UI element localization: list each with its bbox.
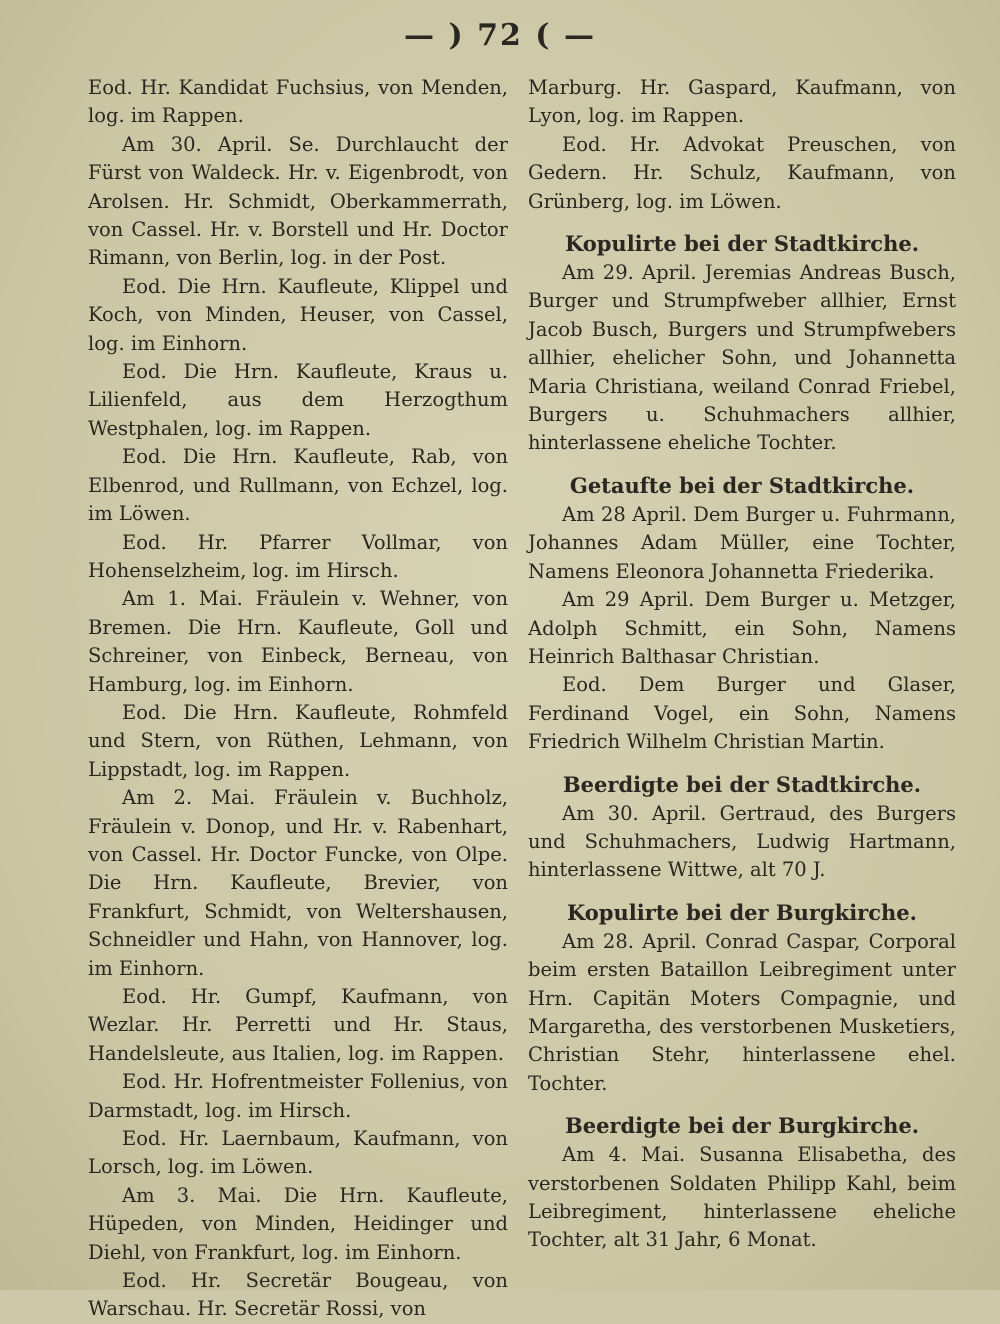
register-entry: Am 30. April. Gertraud, des Burgers und Schuhmachers, Ludwig Hartmann, hinterlassene Wittwe, alt 70 J. (528, 801, 956, 882)
register-entry: Eod. Dem Burger und Glaser, Ferdinand Vogel, ein Sohn, Namens Friedrich Wilhelm Christian Martin. (528, 673, 956, 754)
arrivals-entry: Eod. Hr. Advokat Preuschen, von Gedern. Hr. Schulz, Kaufmann, von Grünberg, log. im Löwen. (528, 132, 956, 213)
arrivals-entry: Eod. Die Hrn. Kaufleute, Klippel und Koch, von Minden, Heuser, von Cassel, log. im Einhorn. (88, 274, 508, 355)
arrivals-entry: Eod. Die Hrn. Kaufleute, Rab, von Elbenrod, und Rullmann, von Echzel, log. im Löwen. (88, 445, 508, 526)
left-column (88, 74, 508, 1324)
arrivals-entry: Eod. Hr. Kandidat Fuchsius, von Menden, log. im Rappen. (88, 76, 508, 128)
arrivals-entry: Eod. Hr. Secretär Bougeau, von Warschau. Hr. Secretär Rossi, von (88, 1269, 508, 1321)
register-entry: Am 4. Mai. Susanna Elisabetha, des verstorbenen Soldaten Philipp Kahl, beim Leibregiment, hinterlassene eheliche Tochter, alt 31 Jahr, 6 Monat. (528, 1143, 956, 1252)
register-entry: Am 29. April. Jeremias Andreas Busch, Burger und Strumpfweber allhier, Ernst Jacob Busch, Burgers und Strumpfwebers allhier, ehelicher Sohn, und Johannetta Maria Christiana, weiland Conrad Friebel, Burgers u. Schuhmachers allhier, hinterlassene eheliche Tochter. (528, 261, 956, 455)
arrivals-entry: Eod. Hr. Hofrentmeister Follenius, von Darmstadt, log. im Hirsch. (88, 1070, 508, 1122)
arrivals-continuation: Marburg. Hr. Gaspard, Kaufmann, von Lyon, log. im Rappen. (528, 76, 956, 128)
right-column (528, 74, 956, 1255)
section-heading: Beerdigte bei der Burgkirche. (564, 1113, 920, 1139)
arrivals-entry: Am 1. Mai. Fräulein v. Wehner, von Bremen. Die Hrn. Kaufleute, Goll und Schreiner, von Einbeck, Berneau, von Hamburg, log. im Einhorn. (88, 587, 508, 696)
register-entry: Am 29 April. Dem Burger u. Metzger, Adolph Schmitt, ein Sohn, Namens Heinrich Balthasar Christian. (528, 588, 956, 668)
section-heading: Getaufte bei der Stadtkirche. (569, 472, 915, 498)
arrivals-entry: Am 30. April. Se. Durchlaucht der Fürst von Waldeck. Hr. v. Eigenbrodt, von Arolsen. Hr. Schmidt, Oberkammerrath, von Cassel. Hr. v. Borstell und Hr. Doctor Rimann, von Berlin, log. in der Post. (88, 132, 508, 270)
arrivals-entry: Eod. Die Hrn. Kaufleute, Rohmfeld und Stern, von Rüthen, Lehmann, von Lippstadt, log. im Rappen. (88, 700, 508, 781)
section-heading: Kopulirte bei der Burgkirche. (567, 899, 917, 925)
arrivals-entry: Eod. Hr. Gumpf, Kaufmann, von Wezlar. Hr. Perretti und Hr. Staus, Handelsleute, aus Italien, log. im Rappen. (88, 985, 508, 1065)
page-number: — ) 72 ( — (404, 18, 596, 53)
arrivals-entry: Am 3. Mai. Die Hrn. Kaufleute, Hüpeden, von Minden, Heidinger und Diehl, von Frankfurt, log. im Einhorn. (88, 1183, 508, 1264)
register-entry: Am 28 April. Dem Burger u. Fuhrmann, Johannes Adam Müller, eine Tochter, Namens Eleonora Johannetta Friederika. (528, 502, 956, 583)
arrivals-entry: Eod. Hr. Pfarrer Vollmar, von Hohenselzheim, log. im Hirsch. (88, 530, 508, 582)
arrivals-entry: Am 2. Mai. Fräulein v. Buchholz, Fräulein v. Donop, und Hr. v. Rabenhart, von Cassel. Hr. Doctor Funcke, von Olpe. Die Hrn. Kaufleute, Brevier, von Frankfurt, Schmidt, von Weltershausen, Schneidler und Hahn, von Hannover, log. im Einhorn. (88, 786, 508, 980)
section-heading: Kopulirte bei der Stadtkirche. (564, 231, 920, 257)
arrivals-entry: Eod. Die Hrn. Kaufleute, Kraus u. Lilienfeld, aus dem Herzogthum Westphalen, log. im Rappen. (88, 360, 508, 440)
section-heading: Beerdigte bei der Stadtkirche. (562, 771, 922, 797)
arrivals-entry: Eod. Hr. Laernbaum, Kaufmann, von Lorsch, log. im Löwen. (88, 1127, 508, 1179)
register-entry: Am 28. April. Conrad Caspar, Corporal beim ersten Bataillon Leibregiment unter Hrn. Capitän Moters Compagnie, und Margaretha, des verstorbenen Musketiers, Christian Stehr, hinterlassene ehel. Tochter. (528, 929, 956, 1095)
